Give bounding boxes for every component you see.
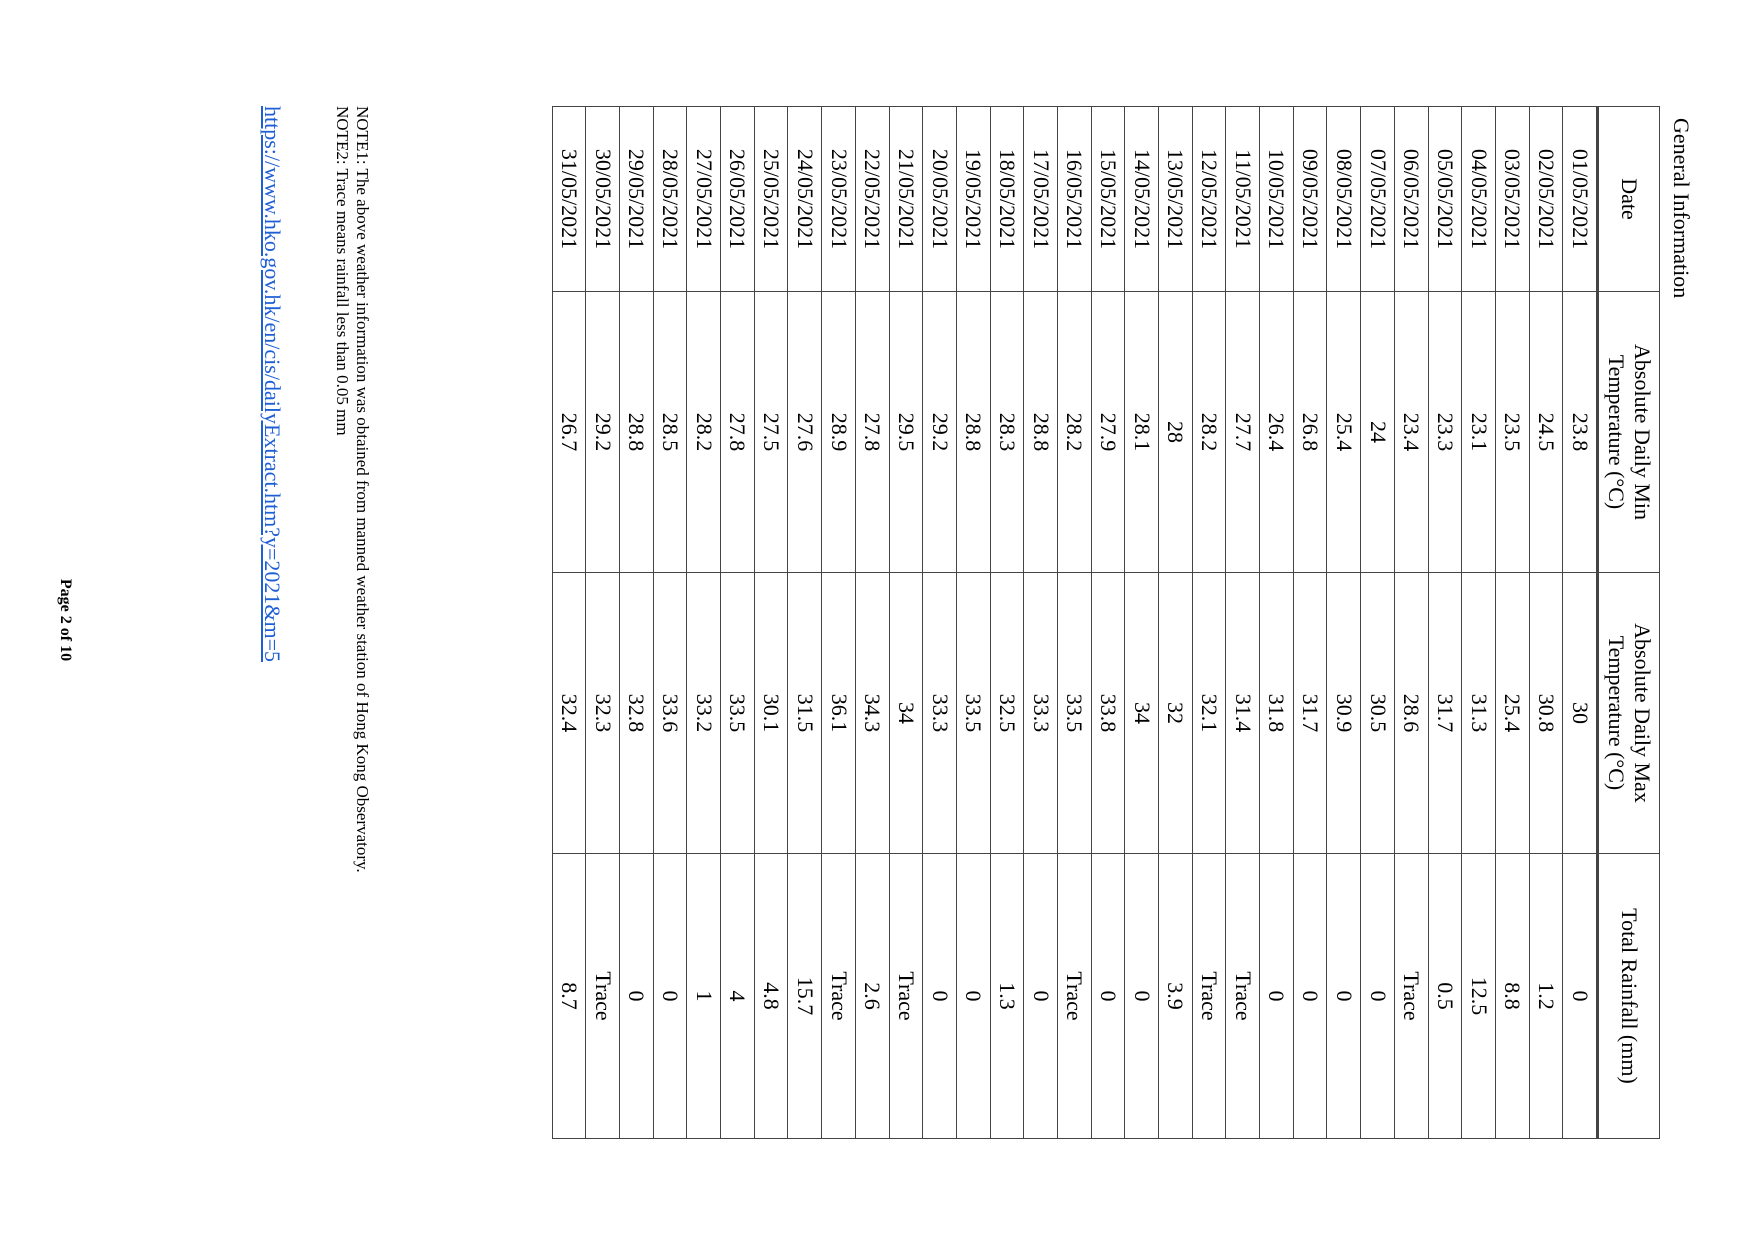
cell-max-temp: 33.8	[1091, 573, 1125, 854]
table-row	[552, 107, 586, 1139]
note-1: NOTE1: The above weather information was obtained from manned weather station of Hong Kong Observatory.	[353, 106, 372, 873]
table-row	[1293, 107, 1327, 1139]
cell-rainfall: 4.8	[754, 854, 788, 1139]
table-row	[788, 107, 822, 1139]
page-number: Page 2 of 10	[57, 578, 74, 662]
cell-date: 12/05/2021	[1192, 107, 1226, 292]
header-rainfall: Total Rainfall (mm)	[1598, 854, 1660, 1139]
cell-max-temp: 31.5	[788, 573, 822, 854]
cell-date: 06/05/2021	[1394, 107, 1428, 292]
cell-min-temp: 27.9	[1091, 292, 1125, 573]
cell-rainfall: Trace	[889, 854, 923, 1139]
notes	[332, 106, 372, 873]
cell-min-temp: 23.1	[1462, 292, 1496, 573]
cell-max-temp: 25.4	[1495, 573, 1529, 854]
cell-rainfall: 8.8	[1495, 854, 1529, 1139]
table-row	[653, 107, 687, 1139]
table-row	[721, 107, 755, 1139]
cell-min-temp: 24	[1361, 292, 1395, 573]
cell-rainfall: 2.6	[855, 854, 889, 1139]
cell-max-temp: 31.7	[1293, 573, 1327, 854]
cell-date: 15/05/2021	[1091, 107, 1125, 292]
cell-rainfall: 1	[687, 854, 721, 1139]
header-date: Date	[1598, 107, 1660, 292]
cell-max-temp: 32.5	[990, 573, 1024, 854]
cell-max-temp: 32.1	[1192, 573, 1226, 854]
cell-min-temp: 28	[1159, 292, 1193, 573]
cell-max-temp: 33.3	[1024, 573, 1058, 854]
cell-rainfall: 0	[1327, 854, 1361, 1139]
cell-rainfall: 4	[721, 854, 755, 1139]
cell-date: 16/05/2021	[1058, 107, 1092, 292]
cell-min-temp: 27.8	[855, 292, 889, 573]
cell-date: 08/05/2021	[1327, 107, 1361, 292]
cell-date: 17/05/2021	[1024, 107, 1058, 292]
cell-max-temp: 30.1	[754, 573, 788, 854]
cell-min-temp: 24.5	[1529, 292, 1563, 573]
cell-date: 07/05/2021	[1361, 107, 1395, 292]
cell-min-temp: 27.6	[788, 292, 822, 573]
cell-min-temp: 23.4	[1394, 292, 1428, 573]
cell-rainfall: Trace	[586, 854, 620, 1139]
cell-max-temp: 32.8	[620, 573, 654, 854]
table-row	[1226, 107, 1260, 1139]
cell-rainfall: Trace	[1394, 854, 1428, 1139]
cell-date: 03/05/2021	[1495, 107, 1529, 292]
cell-max-temp: 33.2	[687, 573, 721, 854]
cell-min-temp: 28.8	[956, 292, 990, 573]
table-row	[1024, 107, 1058, 1139]
table-row	[1192, 107, 1226, 1139]
table-row	[1058, 107, 1092, 1139]
cell-date: 31/05/2021	[552, 107, 586, 292]
cell-min-temp: 27.8	[721, 292, 755, 573]
cell-rainfall: Trace	[822, 854, 856, 1139]
cell-rainfall: Trace	[1226, 854, 1260, 1139]
cell-date: 25/05/2021	[754, 107, 788, 292]
cell-min-temp: 28.5	[653, 292, 687, 573]
cell-max-temp: 32	[1159, 573, 1193, 854]
cell-min-temp: 26.8	[1293, 292, 1327, 573]
table-row	[1394, 107, 1428, 1139]
table-row	[754, 107, 788, 1139]
table-row	[990, 107, 1024, 1139]
cell-max-temp: 30.5	[1361, 573, 1395, 854]
cell-rainfall: Trace	[1192, 854, 1226, 1139]
cell-rainfall: 12.5	[1462, 854, 1496, 1139]
table-row	[1495, 107, 1529, 1139]
cell-date: 09/05/2021	[1293, 107, 1327, 292]
cell-max-temp: 31.8	[1260, 573, 1294, 854]
cell-min-temp: 28.9	[822, 292, 856, 573]
source-link[interactable]: https://www.hko.gov.hk/en/cis/dailyExtract.htm?y=2021&m=5	[260, 106, 285, 663]
table-row	[923, 107, 957, 1139]
cell-date: 23/05/2021	[822, 107, 856, 292]
cell-max-temp: 32.4	[552, 573, 586, 854]
header-min-temp: Absolute Daily Min Temperature (°C)	[1598, 292, 1660, 573]
cell-min-temp: 27.5	[754, 292, 788, 573]
table-row	[1091, 107, 1125, 1139]
cell-rainfall: 0	[1260, 854, 1294, 1139]
cell-rainfall: 1.3	[990, 854, 1024, 1139]
table-body	[552, 107, 1597, 1139]
cell-max-temp: 33.5	[721, 573, 755, 854]
table-row	[620, 107, 654, 1139]
table-row	[1159, 107, 1193, 1139]
cell-rainfall: 15.7	[788, 854, 822, 1139]
cell-min-temp: 29.5	[889, 292, 923, 573]
cell-rainfall: 0.5	[1428, 854, 1462, 1139]
cell-rainfall: 0	[923, 854, 957, 1139]
table-row	[1361, 107, 1395, 1139]
cell-max-temp: 33.3	[923, 573, 957, 854]
cell-date: 04/05/2021	[1462, 107, 1496, 292]
table-header-row	[1598, 107, 1660, 1139]
table-row	[1260, 107, 1294, 1139]
section-title: General Information	[1669, 118, 1694, 299]
cell-date: 19/05/2021	[956, 107, 990, 292]
cell-max-temp: 28.6	[1394, 573, 1428, 854]
cell-rainfall: 1.2	[1529, 854, 1563, 1139]
table-row	[586, 107, 620, 1139]
cell-date: 29/05/2021	[620, 107, 654, 292]
cell-date: 10/05/2021	[1260, 107, 1294, 292]
cell-rainfall: 0	[620, 854, 654, 1139]
cell-min-temp: 28.2	[1192, 292, 1226, 573]
cell-max-temp: 36.1	[822, 573, 856, 854]
cell-rainfall: 0	[1361, 854, 1395, 1139]
cell-min-temp: 28.3	[990, 292, 1024, 573]
note-2: NOTE2: Trace means rainfall less than 0.05 mm	[333, 106, 352, 436]
cell-date: 30/05/2021	[586, 107, 620, 292]
cell-date: 14/05/2021	[1125, 107, 1159, 292]
cell-date: 18/05/2021	[990, 107, 1024, 292]
cell-min-temp: 23.5	[1495, 292, 1529, 573]
cell-rainfall: 0	[1091, 854, 1125, 1139]
cell-max-temp: 34	[1125, 573, 1159, 854]
cell-max-temp: 31.7	[1428, 573, 1462, 854]
table-row	[1428, 107, 1462, 1139]
cell-date: 22/05/2021	[855, 107, 889, 292]
table-row	[1125, 107, 1159, 1139]
cell-max-temp: 31.4	[1226, 573, 1260, 854]
cell-min-temp: 29.2	[923, 292, 957, 573]
cell-max-temp: 33.5	[1058, 573, 1092, 854]
cell-min-temp: 23.3	[1428, 292, 1462, 573]
table-row	[1563, 107, 1598, 1139]
cell-date: 02/05/2021	[1529, 107, 1563, 292]
cell-rainfall: 0	[956, 854, 990, 1139]
cell-max-temp: 30.9	[1327, 573, 1361, 854]
cell-min-temp: 27.7	[1226, 292, 1260, 573]
cell-max-temp: 33.6	[653, 573, 687, 854]
cell-max-temp: 34	[889, 573, 923, 854]
weather-table	[552, 106, 1660, 1139]
cell-date: 24/05/2021	[788, 107, 822, 292]
cell-min-temp: 28.1	[1125, 292, 1159, 573]
cell-min-temp: 29.2	[586, 292, 620, 573]
cell-date: 11/05/2021	[1226, 107, 1260, 292]
cell-max-temp: 33.5	[956, 573, 990, 854]
cell-min-temp: 28.2	[687, 292, 721, 573]
cell-rainfall: 0	[653, 854, 687, 1139]
cell-date: 20/05/2021	[923, 107, 957, 292]
cell-rainfall: 0	[1125, 854, 1159, 1139]
cell-min-temp: 28.8	[620, 292, 654, 573]
cell-max-temp: 34.3	[855, 573, 889, 854]
cell-date: 27/05/2021	[687, 107, 721, 292]
cell-rainfall: 0	[1024, 854, 1058, 1139]
cell-max-temp: 30.8	[1529, 573, 1563, 854]
table-row	[822, 107, 856, 1139]
cell-date: 05/05/2021	[1428, 107, 1462, 292]
cell-min-temp: 23.8	[1563, 292, 1598, 573]
cell-rainfall: Trace	[1058, 854, 1092, 1139]
cell-min-temp: 28.2	[1058, 292, 1092, 573]
table-row	[1529, 107, 1563, 1139]
cell-max-temp: 30	[1563, 573, 1598, 854]
cell-date: 21/05/2021	[889, 107, 923, 292]
table-row	[956, 107, 990, 1139]
cell-max-temp: 32.3	[586, 573, 620, 854]
table-row	[687, 107, 721, 1139]
table-row	[889, 107, 923, 1139]
cell-min-temp: 26.4	[1260, 292, 1294, 573]
cell-date: 01/05/2021	[1563, 107, 1598, 292]
cell-rainfall: 0	[1293, 854, 1327, 1139]
cell-date: 26/05/2021	[721, 107, 755, 292]
cell-max-temp: 31.3	[1462, 573, 1496, 854]
table-row	[1462, 107, 1496, 1139]
cell-rainfall: 0	[1563, 854, 1598, 1139]
cell-rainfall: 8.7	[552, 854, 586, 1139]
table-row	[1327, 107, 1361, 1139]
cell-min-temp: 26.7	[552, 292, 586, 573]
cell-min-temp: 25.4	[1327, 292, 1361, 573]
cell-rainfall: 3.9	[1159, 854, 1193, 1139]
header-max-temp: Absolute Daily Max Temperature (°C)	[1598, 573, 1660, 854]
cell-min-temp: 28.8	[1024, 292, 1058, 573]
cell-date: 28/05/2021	[653, 107, 687, 292]
table-row	[855, 107, 889, 1139]
cell-date: 13/05/2021	[1159, 107, 1193, 292]
